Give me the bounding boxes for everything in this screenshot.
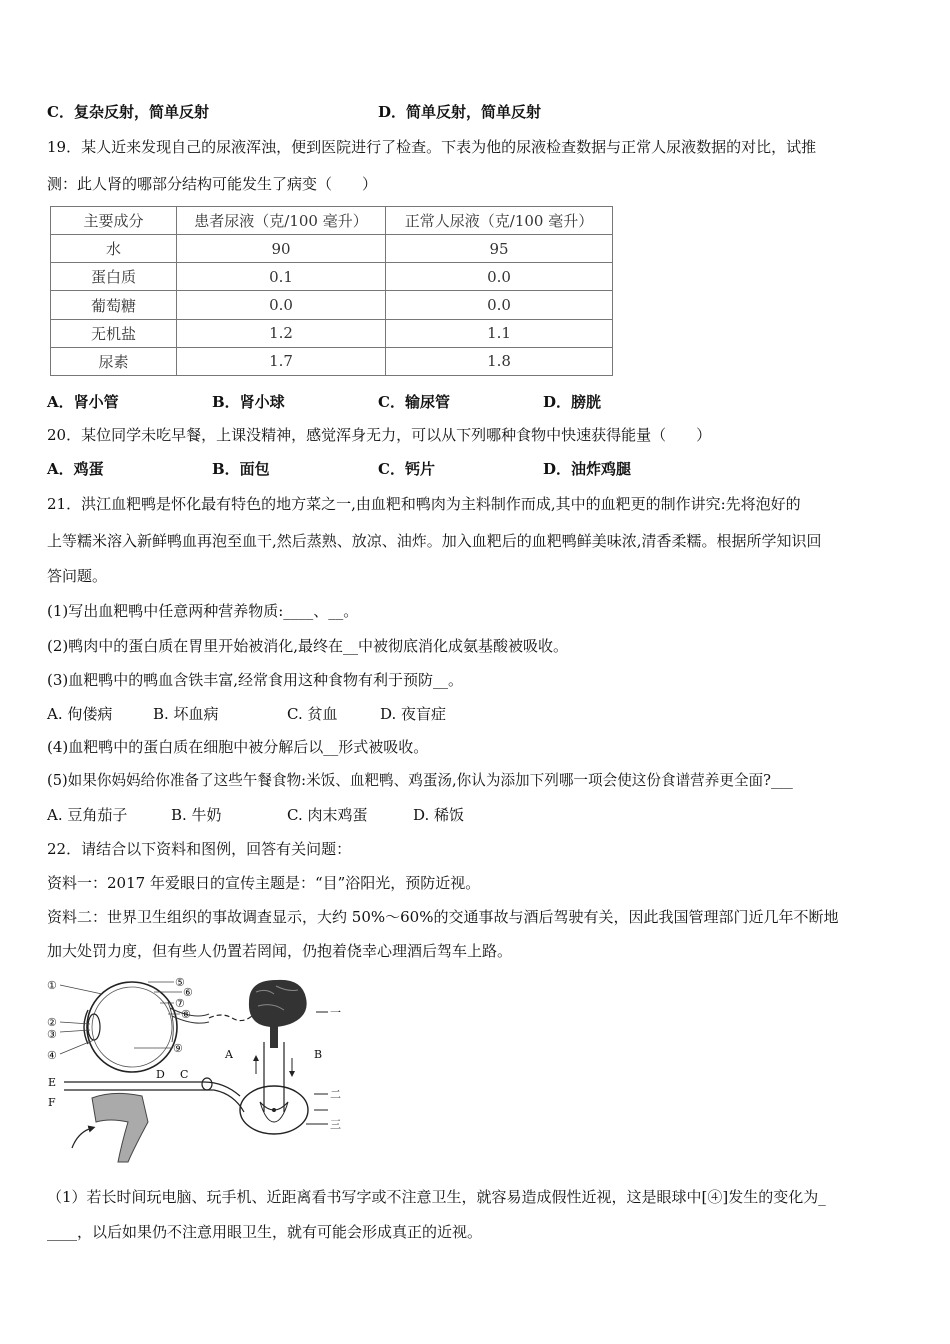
table-cell: 尿素 xyxy=(51,347,177,375)
q21-sub4: (4)血粑鸭中的蛋白质在细胞中被分解后以__形式被吸收。 xyxy=(47,738,429,756)
level-label-3: 三 xyxy=(330,1118,341,1131)
q18-option-c: C．复杂反射，简单反射 xyxy=(47,103,209,121)
q20-option-b: B．面包 xyxy=(212,460,270,478)
q22-sub1-line1: （1）若长时间玩电脑、玩手机、近距离看书写字或不注意卫生，就容易造成假性近视，这是眼球中[④]发生的变化为_ xyxy=(47,1188,826,1206)
table-cell: 蛋白质 xyxy=(51,263,177,291)
q20-stem: 20．某位同学未吃早餐，上课没精神，感觉浑身无力，可以从下列哪种食物中快速获得能量（ ） xyxy=(47,426,712,444)
q22-material2-line1: 资料二：世界卫生组织的事故调查显示，大约 50%～60%的交通事故与酒后驾驶有关，因此我国管理部门近几年不断地 xyxy=(47,908,839,926)
q19-stem-line2: 测：此人肾的哪部分结构可能发生了病变（ ） xyxy=(47,175,378,193)
q21-sub5-option-b: B. 牛奶 xyxy=(171,806,222,824)
table-row xyxy=(51,235,613,263)
q22-material2-line2: 加大处罚力度，但有些人仍置若罔闻，仍抱着侥幸心理酒后驾车上路。 xyxy=(47,942,513,960)
q21-sub2: (2)鸭肉中的蛋白质在胃里开始被消化,最终在__中被彻底消化成氨基酸被吸收。 xyxy=(47,637,569,655)
arrow-label-a: A xyxy=(225,1048,233,1061)
eye-label-2: ② xyxy=(47,1016,57,1029)
q21-sub3-option-c: C. 贫血 xyxy=(287,705,338,723)
q21-sub3-option-a: A. 佝偻病 xyxy=(47,705,113,723)
q19-option-d: D．膀胱 xyxy=(543,393,602,411)
table-header: 正常人尿液（克/100 毫升） xyxy=(386,207,613,235)
q20-option-d: D．油炸鸡腿 xyxy=(543,460,632,478)
nerve-label-c: C xyxy=(180,1068,189,1081)
table-cell: 无机盐 xyxy=(51,319,177,347)
eye-label-3: ③ xyxy=(47,1028,57,1041)
q21-sub3-option-d: D. 夜盲症 xyxy=(380,705,447,723)
q21-stem-line3: 答问题。 xyxy=(47,567,108,585)
q21-sub5-option-c: C. 肉末鸡蛋 xyxy=(287,806,368,824)
q21-stem-line2: 上等糯米溶入新鲜鸭血再泡至血干,然后蒸熟、放凉、油炸。加入血粑后的血粑鸭鲜美味浓,清香柔糯。根据所学知识回 xyxy=(47,532,822,550)
q21-sub5-option-d: D. 稀饭 xyxy=(413,806,465,824)
spinal-cord-icon xyxy=(240,1086,308,1134)
eye-reflex-diagram xyxy=(44,972,344,1167)
leg-icon xyxy=(72,1093,148,1162)
q22-intro: 22．请结合以下资料和图例，回答有关问题： xyxy=(47,840,352,858)
table-cell: 1.7 xyxy=(177,347,386,375)
q21-sub5: (5)如果你妈妈给你准备了这些午餐食物:米饭、血粑鸭、鸡蛋汤,你认为添加下列哪一项会使这份食谱营养更全面?___ xyxy=(47,772,793,789)
table-cell: 葡萄糖 xyxy=(51,291,177,319)
table-row xyxy=(51,291,613,319)
nerve-label-f: F xyxy=(48,1096,56,1109)
table-row xyxy=(51,263,613,291)
level-label-1: 一 xyxy=(330,1006,341,1019)
table-header-row xyxy=(51,207,613,235)
table-cell: 1.2 xyxy=(177,319,386,347)
q18-option-d: D．简单反射，简单反射 xyxy=(378,103,542,121)
nerve-label-d: D xyxy=(156,1068,165,1081)
arrow-label-b: B xyxy=(314,1048,323,1061)
q19-stem-line1: 19．某人近来发现自己的尿液浑浊，便到医院进行了检查。下表为他的尿液检查数据与正常人尿液数据的对比，试推 xyxy=(47,138,817,156)
level-label-2: 二 xyxy=(330,1088,341,1101)
q21-sub3-option-b: B. 坏血病 xyxy=(153,705,219,723)
q19-option-c: C．输尿管 xyxy=(378,393,450,411)
table-header: 患者尿液（克/100 毫升） xyxy=(177,207,386,235)
nerve-label-e: E xyxy=(48,1076,57,1089)
eye-label-8: ⑧ xyxy=(181,1008,191,1021)
table-cell: 0.0 xyxy=(386,263,613,291)
q21-sub1: (1)写出血粑鸭中任意两种营养物质:____、__。 xyxy=(47,602,359,620)
table-row xyxy=(51,347,613,375)
urine-comparison-table xyxy=(50,206,613,376)
brain-icon xyxy=(249,980,307,1048)
q21-sub5-option-a: A. 豆角茄子 xyxy=(47,806,128,824)
q22-material1: 资料一：2017 年爱眼日的宣传主题是：“目”浴阳光，预防近视。 xyxy=(47,874,481,892)
q22-sub1-line2: ____，以后如果仍不注意用眼卫生，就有可能会形成真正的近视。 xyxy=(47,1223,483,1241)
table-header: 主要成分 xyxy=(51,207,177,235)
table-cell: 95 xyxy=(386,235,613,263)
eye-label-1: ① xyxy=(47,979,57,992)
q20-option-a: A．鸡蛋 xyxy=(47,460,104,478)
table-cell: 90 xyxy=(177,235,386,263)
table-row xyxy=(51,319,613,347)
eye-label-5: ⑤ xyxy=(175,976,185,989)
eye-label-9: ⑨ xyxy=(173,1042,183,1055)
q20-option-c: C．钙片 xyxy=(378,460,435,478)
table-cell: 水 xyxy=(51,235,177,263)
table-cell: 1.1 xyxy=(386,319,613,347)
q21-stem-line1: 21．洪江血粑鸭是怀化最有特色的地方菜之一,由血粑和鸭肉为主料制作而成,其中的血粑更的制作讲究:先将泡好的 xyxy=(47,495,801,513)
q19-option-b: B．肾小球 xyxy=(212,393,285,411)
table-cell: 0.0 xyxy=(386,291,613,319)
eye-label-6: ⑥ xyxy=(183,986,193,999)
table-cell: 0.1 xyxy=(177,263,386,291)
eye-label-4: ④ xyxy=(47,1049,57,1062)
table-cell: 1.8 xyxy=(386,347,613,375)
q19-option-a: A．肾小管 xyxy=(47,393,119,411)
eye-label-7: ⑦ xyxy=(175,997,185,1010)
q21-sub3: (3)血粑鸭中的鸭血含铁丰富,经常食用这种食物有利于预防__。 xyxy=(47,671,464,689)
table-cell: 0.0 xyxy=(177,291,386,319)
